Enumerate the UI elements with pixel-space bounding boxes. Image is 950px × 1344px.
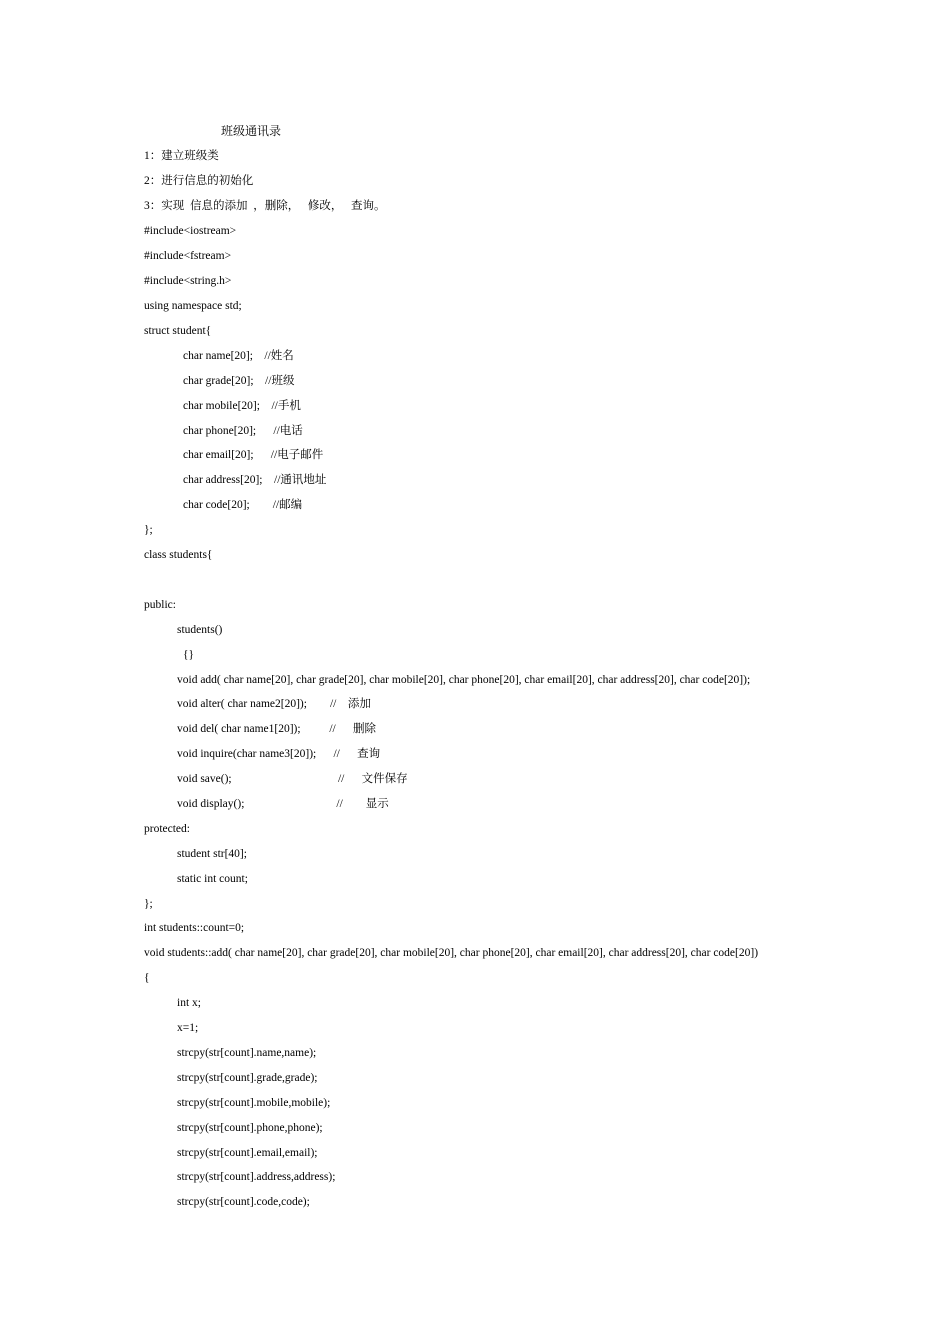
code-line: protected:: [144, 823, 190, 835]
requirement-line-1: 1：建立班级类: [144, 150, 219, 162]
document-title: 班级通讯录: [221, 124, 282, 138]
code-line: {: [144, 972, 150, 984]
code-line: char code[20]; //邮编: [183, 499, 303, 511]
code-line: };: [144, 898, 153, 910]
code-line: };: [144, 524, 153, 536]
code-line: char mobile[20]; //手机: [183, 400, 301, 412]
code-line: {}: [183, 649, 195, 661]
code-line: static int count;: [177, 873, 248, 885]
code-line: strcpy(str[count].address,address);: [177, 1171, 336, 1183]
requirement-line-3: 3：实现 信息的添加 ，删除， 修改， 查询。: [144, 200, 386, 212]
code-line: student str[40];: [177, 848, 247, 860]
code-line: void display(); // 显示: [177, 798, 389, 810]
code-line: char email[20]; //电子邮件: [183, 449, 324, 461]
code-line: public:: [144, 599, 176, 611]
code-line: char phone[20]; //电话: [183, 425, 303, 437]
code-line: void save(); // 文件保存: [177, 773, 408, 785]
code-line: strcpy(str[count].email,email);: [177, 1147, 318, 1159]
code-line: int students::count=0;: [144, 922, 245, 934]
code-line: char address[20]; //通讯地址: [183, 474, 327, 486]
code-line: void del( char name1[20]); // 删除: [177, 723, 376, 735]
code-line: void inquire(char name3[20]); // 查询: [177, 748, 381, 760]
code-line: class students{: [144, 549, 213, 561]
requirement-line-2: 2：进行信息的初始化: [144, 175, 254, 187]
code-line: void students::add( char name[20], char grade[20], char mobile[20], char phone[20], char email[20], char address[20], char code[20]): [144, 947, 759, 959]
code-line: strcpy(str[count].grade,grade);: [177, 1072, 318, 1084]
code-line: strcpy(str[count].phone,phone);: [177, 1122, 323, 1134]
code-line: #include<fstream>: [144, 250, 232, 262]
code-line: void add( char name[20], char grade[20], char mobile[20], char phone[20], char email[20], char address[20], char code[20]);: [177, 674, 751, 686]
code-line: #include<string.h>: [144, 275, 232, 287]
code-line: strcpy(str[count].code,code);: [177, 1196, 310, 1208]
code-line: x=1;: [177, 1022, 199, 1034]
code-line: students(): [177, 624, 223, 636]
code-line: int x;: [177, 997, 201, 1009]
code-line: strcpy(str[count].mobile,mobile);: [177, 1097, 331, 1109]
code-line: strcpy(str[count].name,name);: [177, 1047, 317, 1059]
code-line: #include<iostream>: [144, 225, 237, 237]
code-line: struct student{: [144, 325, 212, 337]
code-line: char name[20]; //姓名: [183, 350, 294, 362]
code-line: using namespace std;: [144, 300, 242, 312]
code-line: char grade[20]; //班级: [183, 375, 295, 387]
code-line: void alter( char name2[20]); // 添加: [177, 698, 371, 710]
